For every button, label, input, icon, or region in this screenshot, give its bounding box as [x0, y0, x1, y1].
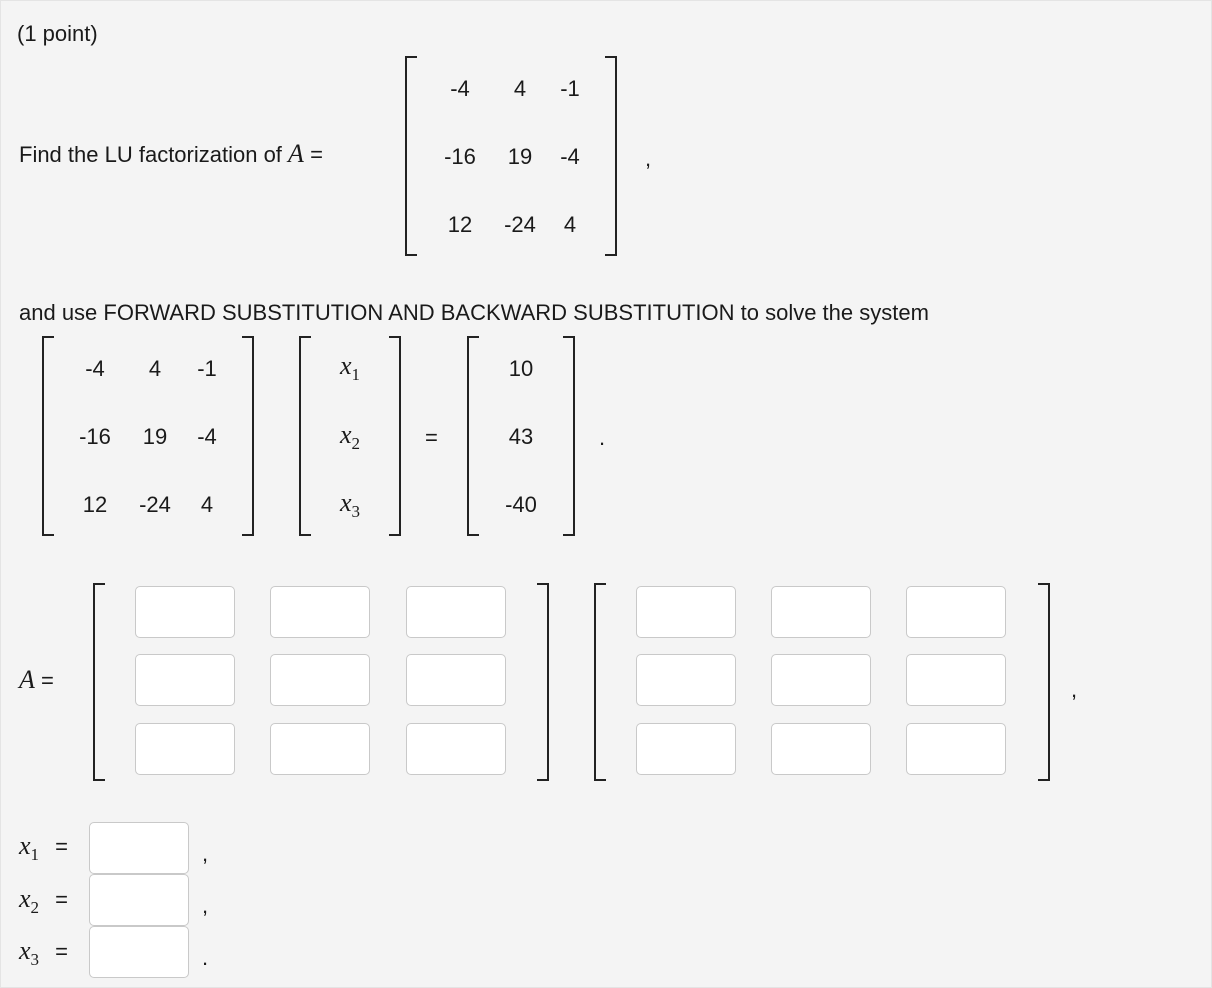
var-x: x	[19, 936, 31, 965]
matrix-a-symbol: A	[288, 139, 304, 168]
system-equals: =	[425, 425, 438, 450]
l-matrix	[93, 583, 549, 781]
period: .	[599, 425, 606, 450]
system-matrix	[42, 336, 254, 536]
matrix-a-cell: -16	[444, 144, 476, 169]
var-subscript: 1	[351, 365, 361, 384]
system-matrix-cell: -24	[139, 492, 171, 517]
answer-a-symbol: A	[19, 665, 35, 694]
x1-comma: ,	[202, 841, 209, 866]
u-matrix-input[interactable]	[906, 654, 1006, 706]
point-value: (1 point)	[17, 21, 98, 46]
left-bracket	[93, 583, 105, 781]
system-matrix-cell: -4	[197, 424, 217, 449]
left-bracket	[467, 336, 479, 536]
rhs-vector	[467, 336, 575, 536]
matrix-a-cell: -24	[504, 212, 536, 237]
var-subscript: 3	[351, 502, 361, 521]
x2-input[interactable]	[89, 874, 189, 926]
matrix-a-cell: -1	[560, 76, 580, 101]
l-matrix-input[interactable]	[135, 586, 235, 638]
unknowns-vector	[299, 336, 401, 536]
x2-comma: ,	[202, 893, 209, 918]
answer-lhs	[19, 667, 54, 694]
equals-sign: =	[310, 142, 323, 167]
system-matrix-cell: 4	[148, 356, 162, 381]
right-bracket	[389, 336, 401, 536]
matrix-a-cell: 19	[507, 144, 533, 169]
unknown-x2	[325, 420, 375, 453]
u-matrix-input[interactable]	[771, 586, 871, 638]
equals-sign: =	[55, 939, 69, 964]
rhs-cell: 10	[508, 356, 534, 381]
l-matrix-input[interactable]	[406, 586, 506, 638]
rhs-cell: -40	[505, 492, 537, 517]
equals-sign: =	[55, 834, 69, 859]
right-bracket	[1038, 583, 1050, 781]
x1-label	[19, 833, 68, 862]
x3-input[interactable]	[89, 926, 189, 978]
var-x: x	[339, 420, 352, 449]
u-matrix-input[interactable]	[771, 654, 871, 706]
u-matrix-input[interactable]	[906, 723, 1006, 775]
l-matrix-input[interactable]	[406, 723, 506, 775]
system-matrix-cell: -4	[85, 356, 105, 381]
unknown-x3	[325, 488, 375, 521]
var-subscript: 2	[30, 898, 40, 917]
l-matrix-input[interactable]	[270, 586, 370, 638]
right-bracket	[242, 336, 254, 536]
matrix-a-cell: 4	[513, 76, 527, 101]
right-bracket	[605, 56, 617, 256]
trailing-comma: ,	[1071, 677, 1078, 702]
var-x: x	[339, 488, 352, 517]
l-matrix-input[interactable]	[270, 723, 370, 775]
system-matrix-cell: 12	[82, 492, 108, 517]
system-matrix-cell: -1	[197, 356, 217, 381]
u-matrix-input[interactable]	[771, 723, 871, 775]
var-subscript: 2	[351, 434, 361, 453]
instruction-text: and use FORWARD SUBSTITUTION AND BACKWARD SUBSTITUTION to solve the system	[19, 300, 929, 325]
system-matrix-cell: 4	[200, 492, 214, 517]
left-bracket	[594, 583, 606, 781]
equals-sign: =	[55, 887, 69, 912]
u-matrix	[594, 583, 1050, 781]
rhs-cell: 43	[508, 424, 534, 449]
u-matrix-input[interactable]	[636, 723, 736, 775]
right-bracket	[563, 336, 575, 536]
x3-period: .	[202, 945, 209, 970]
u-matrix-input[interactable]	[636, 654, 736, 706]
left-bracket	[405, 56, 417, 256]
matrix-a-cell: 12	[447, 212, 473, 237]
x1-input[interactable]	[89, 822, 189, 874]
system-matrix-cell: 19	[142, 424, 168, 449]
left-bracket	[299, 336, 311, 536]
unknown-x1	[325, 351, 375, 384]
var-x: x	[19, 884, 31, 913]
x2-label	[19, 886, 68, 915]
matrix-a-cell: -4	[450, 76, 470, 101]
l-matrix-input[interactable]	[270, 654, 370, 706]
right-bracket	[537, 583, 549, 781]
matrix-a	[405, 56, 617, 256]
x3-label	[19, 938, 68, 967]
l-matrix-input[interactable]	[135, 723, 235, 775]
var-subscript: 3	[30, 950, 40, 969]
system-matrix-cell: -16	[79, 424, 111, 449]
var-subscript: 1	[30, 845, 40, 864]
matrix-a-cell: 4	[563, 212, 577, 237]
u-matrix-input[interactable]	[636, 586, 736, 638]
u-matrix-input[interactable]	[906, 586, 1006, 638]
intro-text	[19, 141, 323, 168]
l-matrix-input[interactable]	[135, 654, 235, 706]
comma: ,	[645, 146, 652, 171]
answer-equals: =	[41, 668, 54, 693]
intro-label: Find the LU factorization of	[19, 142, 282, 167]
matrix-a-cell: -4	[560, 144, 580, 169]
left-bracket	[42, 336, 54, 536]
l-matrix-input[interactable]	[406, 654, 506, 706]
var-x: x	[339, 351, 352, 380]
var-x: x	[19, 831, 31, 860]
